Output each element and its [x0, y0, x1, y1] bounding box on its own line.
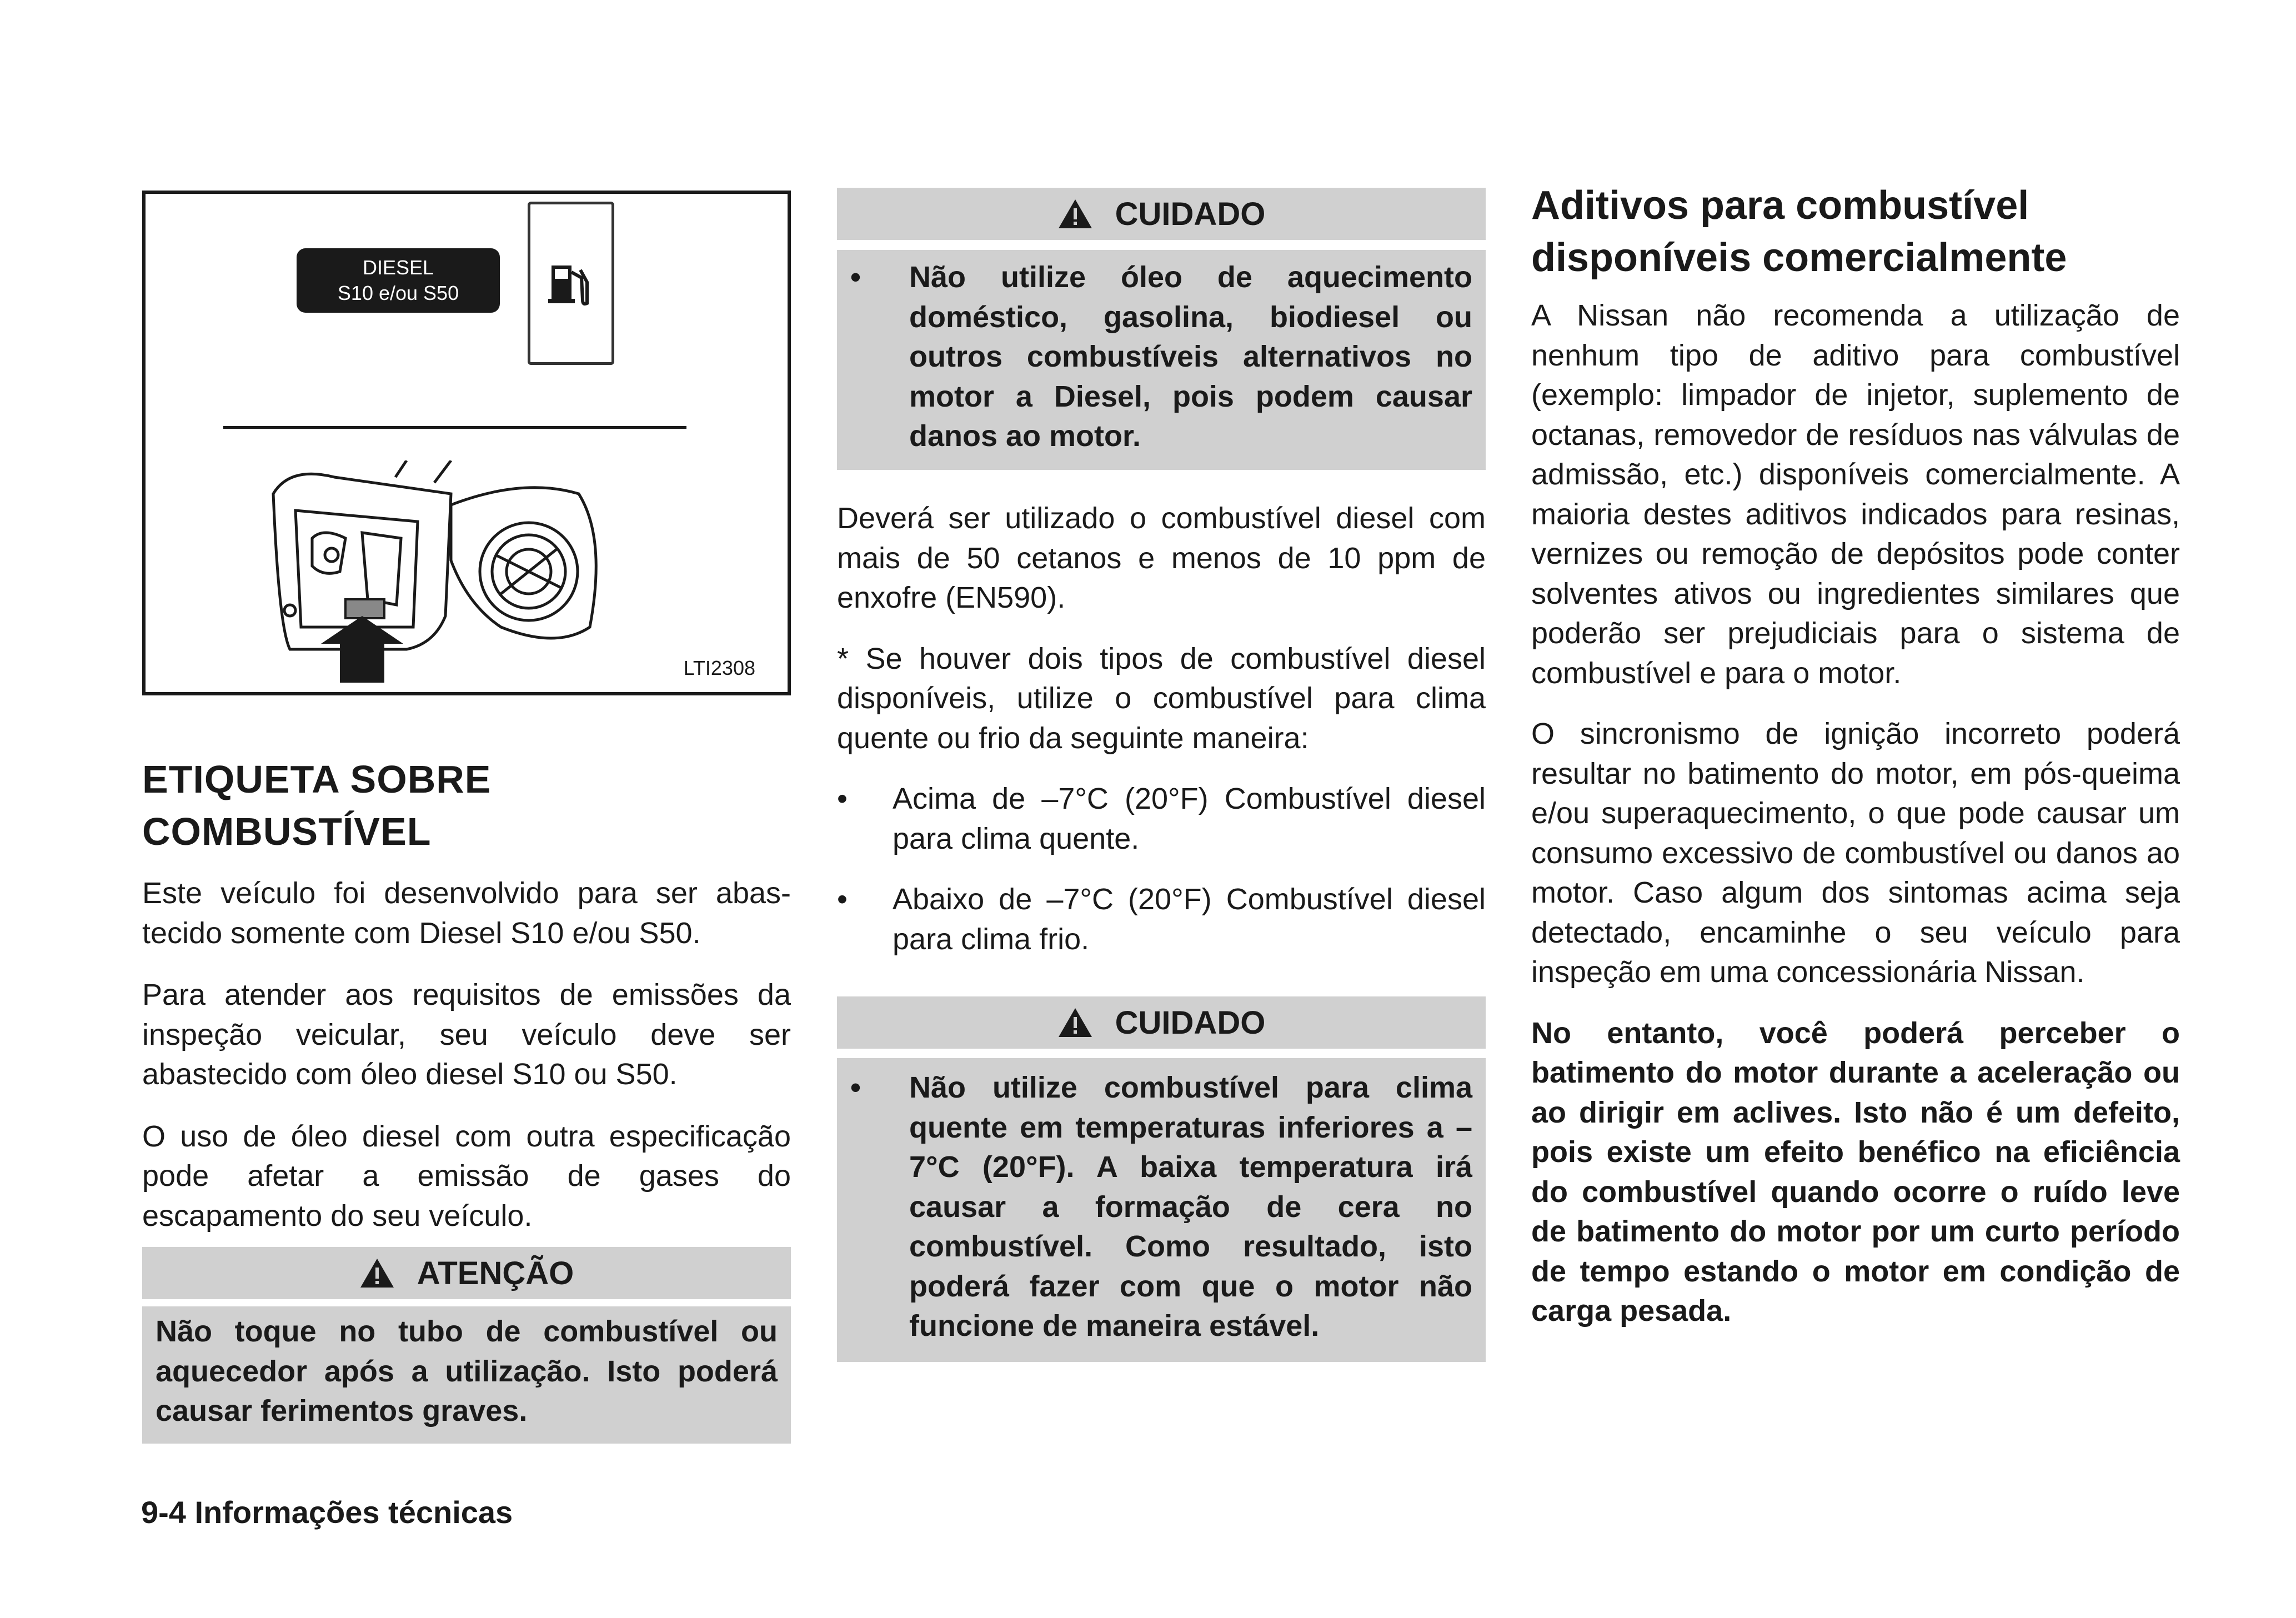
caution-1-text: Não utilize óleo de aquecimento doméstico, gasolina, biodiesel ou outros combustíveis alternativos no motor a Diesel, pois podem causar danos ao motor. — [909, 261, 1472, 453]
right-heading-line2: disponíveis comercialmente — [1531, 236, 2067, 280]
bullet: • — [837, 883, 848, 916]
caution-1-header — [837, 188, 1486, 240]
right-paragraph-1: A Nissan não recomenda a utilização de nenhum tipo de aditivo para combustível (exemplo: limpador de injetor, suplemento de octanas, removedor de resíduos nas válvulas de admissão, etc.) disponíveis comercialmente. A maioria destes aditivos indicados para resinas, vernizes ou remoção de depósitos pode conter solventes ativos ou ingredientes similares que poderão ser prejudiciais para o sistema de combustível e para o motor. — [1531, 299, 2180, 690]
caution-1-item — [850, 258, 1472, 457]
attention-title: ATENÇÃO — [417, 1255, 574, 1291]
caution-2-text: Não utilize combustível para clima quente em temperaturas inferiores a –7°C (20°F). A baixa temperatura irá causar a formação de cera no combustível. Como resultado, isto poderá fazer com que o motor não funcione de maneira estável. — [909, 1071, 1472, 1343]
caution-2-title: CUIDADO — [1115, 1004, 1266, 1041]
figure-code: LTI2308 — [683, 657, 755, 679]
right-bold-paragraph: No entanto, você poderá perceber o batimento do motor durante a aceleração ou ao dirigir em aclives. Isto não é um defeito, pois existe um efeito benéfico na eficiência do combustível quando ocorre o ruído leve de batimento do motor por um curto período de tempo estando o motor em condição de carga pesada. — [1531, 1016, 2180, 1328]
list-item-cold — [837, 880, 1486, 959]
page-number: 9-4 — [141, 1495, 186, 1530]
right-paragraph-2: O sincronismo de ignição incorreto poderá resultar no batimento do motor, em pós-queima e/ou superaquecimento, o que pode causar um consumo excessivo de combustível ou danos ao motor. Caso algum dos sintomas acima seja detectado, encaminhe o seu veículo para inspeção em uma concessionária Nissan. — [1531, 717, 2180, 989]
diesel-label — [297, 248, 500, 313]
warning-triangle-icon — [1057, 198, 1093, 229]
middle-paragraph-2: * Se houver dois tipos de combustível diesel disponíveis, utilize o combustível para clima quente ou frio da seguinte maneira: — [837, 642, 1486, 755]
left-paragraph-3: O uso de óleo diesel com outra especificação pode afetar a emissão de gases do escapamento do seu veículo. — [142, 1119, 791, 1233]
attention-body — [142, 1306, 791, 1444]
list-item-warm — [837, 779, 1486, 859]
caution-2-body — [837, 1058, 1486, 1362]
left-section-heading — [142, 753, 491, 858]
page-footer — [141, 1494, 513, 1530]
attention-text: Não toque no tubo de combustível ou aquecedor após a utilização. Isto poderá causar ferimentos graves. — [156, 1315, 778, 1427]
warning-triangle-icon — [1057, 1007, 1093, 1038]
left-paragraph-2: Para atender aos requisitos de emissões da inspeção veicular, seu veículo deve ser abastecido com óleo diesel S10 ou S50. — [142, 978, 791, 1091]
caution-1-title: CUIDADO — [1115, 196, 1266, 232]
left-heading-line2: COMBUSTÍVEL — [142, 810, 432, 853]
right-heading-line1: Aditivos para combustível — [1531, 183, 2029, 228]
right-section-heading — [1531, 179, 2180, 284]
diesel-label-line1: DIESEL — [362, 256, 434, 279]
fuel-pump-panel — [528, 202, 614, 365]
figure-divider — [223, 426, 686, 429]
middle-paragraph-1: Deverá ser utilizado o combustível diesel com mais de 50 cetanos e menos de 10 ppm de enxofre (EN590). — [837, 502, 1486, 614]
list-item-cold-text: Abaixo de –7°C (20°F) Combustível diesel para clima frio. — [893, 883, 1486, 956]
caution-1-body — [837, 250, 1486, 470]
warning-triangle-icon — [359, 1258, 395, 1289]
fuel-door-drawing — [268, 460, 668, 683]
left-paragraph-1: Este veículo foi desenvolvido para ser abastecido somente com Diesel S10 e/ou S50. — [142, 876, 791, 950]
middle-body — [837, 499, 1486, 959]
fuel-pump-icon — [530, 204, 611, 362]
bullet: • — [850, 1071, 861, 1104]
fuel-label-figure — [142, 191, 791, 695]
caution-2-header — [837, 996, 1486, 1049]
caution-2-item — [850, 1068, 1472, 1346]
right-column — [1531, 179, 2180, 1331]
diesel-label-line2: S10 e/ou S50 — [337, 282, 459, 304]
bullet: • — [850, 261, 861, 294]
list-item-warm-text: Acima de –7°C (20°F) Combustível diesel para clima quente. — [893, 782, 1486, 855]
footer-section-title: Informações técnicas — [194, 1495, 513, 1530]
attention-header — [142, 1247, 791, 1299]
left-heading-line1: ETIQUETA SOBRE — [142, 758, 492, 801]
left-body — [142, 874, 791, 1236]
bullet: • — [837, 782, 848, 815]
